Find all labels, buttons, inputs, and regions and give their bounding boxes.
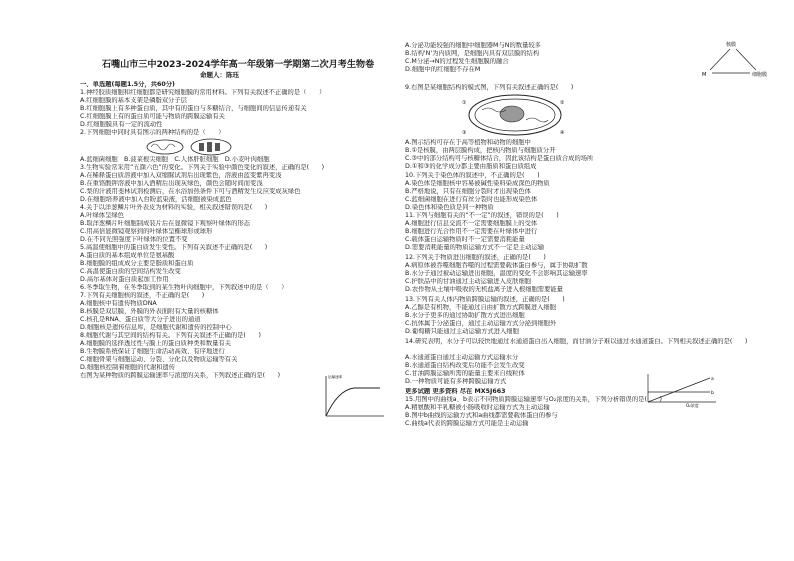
cycle-arrow bbox=[736, 49, 756, 70]
question-line: C.细胞骨架与细胞运动、分裂、分化以及物质运输等有关 bbox=[80, 356, 238, 363]
question-line: D.在细胞培养液中加入台盼蓝染液，活细胞被染成蓝色 bbox=[80, 196, 232, 203]
question-line: 6.冬季取生物，在冬季取到的某生物叶肉细胞中，下列叙述中的是（ ） bbox=[80, 284, 288, 291]
question-line: C.甘油跨膜运输所需的能量主要来自线粒体 bbox=[405, 370, 525, 377]
question-line: 右图为某种物质的跨膜运输速率与浓度的关系，下列叙述正确的是( ) bbox=[80, 372, 281, 379]
question-line: 1.神经胶质细胞和红细胞都是研究细胞膜的常用材料。下列有关叙述不正确的是（ ） bbox=[80, 89, 326, 96]
question-line: C.核孔是RNA、蛋白质等大分子进出的通道 bbox=[80, 316, 201, 323]
question-line: A.蛋白质的基本组成单位是氨基酸 bbox=[80, 252, 175, 259]
question-line: 3.生物实验常采用“五颜六色”的变化。下列关于实验中颜色变化的叙述，正确的是( ) bbox=[80, 164, 325, 171]
section-heading: 一、单选题(每题1.5分，共60分) bbox=[80, 81, 175, 88]
question-line: B.细胞进行光合作用不一定需要在叶绿体中进行 bbox=[405, 228, 538, 235]
question-line: B.生物膜系统保证了细胞生命活动高效、有序地进行 bbox=[80, 348, 225, 355]
organelle-figure bbox=[145, 137, 235, 157]
question-line: B.细胞膜的组成成分主要是脂质和蛋白质 bbox=[80, 260, 194, 267]
cell-label-1: ① bbox=[462, 100, 467, 106]
cycle-right-label: 细胞膜 bbox=[752, 72, 768, 78]
question-line: B.结构'N'为内质网，是细胞内具有双层膜的结构 bbox=[405, 50, 540, 57]
graph-xlabel: O₂浓度 bbox=[686, 403, 699, 408]
curve-a-label: a bbox=[711, 377, 714, 382]
cell-label-2: ② bbox=[560, 100, 565, 106]
question-line: A.精氨酸和半乳糖被小肠吸收时运输方式为主动运输 bbox=[405, 404, 550, 411]
question-line: D.细胞核是遗传信息库，是细胞代谢和遗传的控制中心 bbox=[80, 324, 232, 331]
question-line: D.需要消耗能量的物质运输方式不一定是主动运输 bbox=[405, 244, 545, 251]
grana-stack bbox=[215, 143, 220, 151]
promo-line: 更多试题 更多资料 尽在 MX5J663 bbox=[405, 388, 506, 395]
cycle-top-label: 核膜 bbox=[726, 42, 737, 48]
question-line: 14.研究表明，水分子可以较快地通过水通道蛋白出入细胞，而甘油分子难以通过水通道蛋白。下列相关叙述正确的是( ) bbox=[405, 338, 748, 345]
question-line: D.红细胞膜具有一定的流动性 bbox=[80, 121, 163, 128]
question-line: 5.高温使细胞中的蛋白质发生变性。下列有关叙述不正确的是( ) bbox=[80, 244, 268, 251]
question-line: D.在不同光照强度下叶绿体的位置不变 bbox=[80, 236, 188, 243]
question-line: 4.关于以洋葱鳞片叶外表皮为材料的实验，相关叙述错误的是( ) bbox=[80, 204, 268, 211]
question-line: A.细胞膜的选择透过性与膜上的蛋白质种类和数量有关 bbox=[80, 340, 232, 347]
question-line: C.载体蛋白运输物质时不一定需要消耗能量 bbox=[405, 236, 525, 243]
question-line: D.农作物从土壤中吸收的无机盐离子进入根细胞需要能量 bbox=[405, 286, 563, 293]
question-line: 9.右图是某细胞结构的模式图，下列有关叙述正确的是( ) bbox=[405, 84, 574, 91]
question-line: 15.用图中的曲线a、b表示不同物质跨膜运输速率与O₂浓度的关系，下列分析错误的是( ) bbox=[405, 396, 662, 403]
question-line: B.水分子通过被动运输进出细胞，温度的变化不会影响其运输速率 bbox=[405, 270, 588, 277]
question-line: A.水通道蛋白通过主动运输方式运输水分 bbox=[405, 354, 519, 361]
question-line: C.红细胞膜上有的蛋白质可能与物质的跨膜运输有关 bbox=[80, 113, 225, 120]
nucleolus bbox=[500, 106, 524, 122]
question-line: D.细胞核控制着细胞的代谢和遗传 bbox=[80, 364, 176, 371]
question-line: 7.下列有关细胞核的叙述，不正确的是( ) bbox=[80, 292, 205, 299]
question-line: A.乙醇是有机物，不能通过自由扩散方式跨膜进入细胞 bbox=[405, 304, 557, 311]
curve-b-label: b bbox=[711, 391, 714, 396]
exam-title: 石嘴山市三中2023-2024学年高一年级第一学期第二次月考生物卷 bbox=[101, 59, 375, 70]
question-line: D.一种物质可能有多种跨膜运输方式 bbox=[405, 378, 507, 385]
question-line: C.③中的部分结构可与核糖体结合，因此该结构是蛋白质合成的场所 bbox=[405, 155, 594, 162]
question-line: B.水通道蛋白结构改变后功能不会发生改变 bbox=[405, 362, 525, 369]
cell-label-3: ③ bbox=[462, 130, 467, 136]
question-line: A.细胞进行信息交流不一定需要细胞膜上的受体 bbox=[405, 220, 538, 227]
question-line: B.水分子更多的通过协助扩散方式进出细胞 bbox=[405, 312, 525, 319]
chromatin bbox=[526, 118, 548, 122]
mitochondrion-cristae bbox=[151, 144, 175, 150]
question-line: B.取洋葱鳞片叶细胞制成装片后在显微镜下观察叶绿体的形态 bbox=[80, 220, 251, 227]
question-line: C.用高倍显微镜观察到的叶绿体呈椭球形或球形 bbox=[80, 228, 213, 235]
question-line: C.M分泌→N的过程发生细胞膜的融合 bbox=[405, 58, 509, 65]
o2-graph bbox=[640, 372, 720, 408]
question-line: B.图中b曲线的运输方式和a曲线都需要载体蛋白的参与 bbox=[405, 412, 558, 419]
question-line: A.分泌功能较强的细胞中细胞器M与N的数量较多 bbox=[405, 42, 541, 49]
question-line: D.①和③的化学成分都主要由脂质和蛋白质组成 bbox=[405, 163, 537, 170]
question-line: 12.下列关于物质进出细胞的叙述，正确的是( ) bbox=[405, 254, 546, 261]
question-line: A.病原体被吞噬细胞吞噬的过程需要载体蛋白参与，属于协助扩散 bbox=[405, 262, 588, 269]
question-line: A.叶绿体呈绿色 bbox=[80, 212, 124, 219]
question-line: A.图示结构可存在于高等植物和动物的细胞中 bbox=[405, 139, 531, 146]
question-line: C.梨的汁液用斐林试剂检测后，在水浴加热条件下可与酒精发生反应变成灰绿色 bbox=[80, 188, 301, 195]
question-line: 11.下列与细胞有关的“不一定”的叙述，错误的是( ) bbox=[405, 212, 559, 219]
question-line: C.高温使蛋白质的空间结构发生改变 bbox=[80, 268, 181, 275]
question-line: A.染色体是细胞核中容易被碱性染料染成深色的物质 bbox=[405, 180, 550, 187]
question-line: C.护肤品中的甘油通过主动运输进入皮肤细胞 bbox=[405, 278, 532, 285]
question-line: A.在稀释蛋白质溶液中加入双缩脲试剂后出现紫色，溶液由蓝变紫再变浅 bbox=[80, 172, 282, 179]
graph-curve bbox=[326, 388, 380, 416]
question-line: 8.细胞代谢与其空间的结构有关。下列有关叙述不正确的是( ) bbox=[80, 332, 261, 339]
question-line: A.细胞核中有遗传物质DNA bbox=[80, 300, 157, 307]
question-line: 10.下列关于染色体的叙述中，不正确的是( ) bbox=[405, 172, 540, 179]
question-line: C.曲线a代表的跨膜运输方式可能是主动运输 bbox=[405, 420, 529, 427]
question-line: B.①是核膜，由两层膜构成，把核内物质与细胞质分开 bbox=[405, 147, 556, 154]
question-line: 13.下列有关人体内物质跨膜运输的叙述，正确的是( ) bbox=[405, 296, 565, 303]
cycle-left-label: M bbox=[702, 72, 707, 78]
question-line: B.红细胞膜上有多种蛋白质，其中有的蛋白与多糖结合，与细胞间的信息传递有关 bbox=[80, 105, 307, 112]
exam-author: 命题人：陈珏 bbox=[200, 71, 239, 79]
graph-ylabel: 运输速率 bbox=[328, 375, 343, 379]
grana-stack bbox=[199, 143, 204, 151]
mitochondrion-shape bbox=[147, 140, 183, 154]
cycle-figure bbox=[700, 38, 780, 80]
question-line: D.染色体和染色质是同一种物质 bbox=[405, 204, 494, 211]
transport-graph bbox=[318, 372, 388, 422]
question-line: C.抗体属于分泌蛋白，通过主动运输方式分泌到细胞外 bbox=[405, 320, 557, 327]
question-line: 2.下列细胞中同时具有图示的两种结构的是（ ） bbox=[80, 129, 225, 136]
question-line: D.细胞中的红细胞不存在M bbox=[405, 66, 481, 73]
question-line: D.高尔基体对蛋白质起加工作用 bbox=[80, 276, 169, 283]
grana-stack bbox=[207, 142, 212, 152]
graph-curve-a bbox=[648, 378, 710, 402]
question-line: D.葡萄糖只能通过主动运输方式进入细胞 bbox=[405, 328, 519, 335]
question-line: C.蓝细菌细胞在进行有丝分裂时也能形成染色体 bbox=[405, 196, 538, 203]
question-line: A.红细胞膜的基本支架是磷脂双分子层 bbox=[80, 97, 187, 104]
cell-label-4: ④ bbox=[560, 130, 565, 136]
question-line: B.在重铬酸钾溶液中加入酒精后出现灰绿色，颜色会随时间而变浅 bbox=[80, 180, 263, 187]
question-line: B.核膜是双层膜，外膜的外表面附有大量的核糖体 bbox=[80, 308, 219, 315]
question-line: B.严格地说，只有在细胞分裂时才出现染色体 bbox=[405, 188, 531, 195]
question-line: A.蓝细菌细胞 B.菠菜根尖细胞 C.人体肝脏细胞 D.小麦叶肉细胞 bbox=[80, 156, 270, 163]
cycle-arrow bbox=[710, 49, 730, 70]
nucleus-figure bbox=[460, 92, 570, 138]
